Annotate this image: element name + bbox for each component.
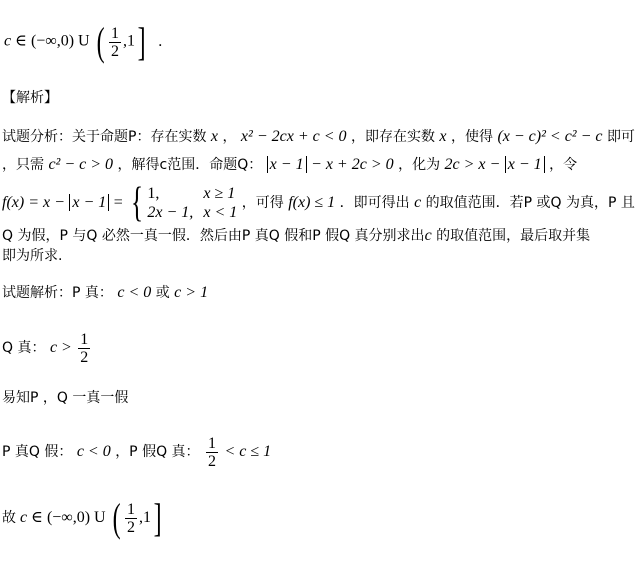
fraction-half: $\frac{1}{2}$ <box>208 434 217 470</box>
solution-text: 故 <box>2 510 16 526</box>
analysis-text: ．即可得出 <box>339 195 410 211</box>
inequality-1: x² − 2cx + c < 0 <box>240 128 347 145</box>
inequality-2: (x − c)² < c² − c <box>497 128 603 145</box>
case-1: 1, x ≥ 1 <box>147 185 236 202</box>
absolute-value: x − 1 <box>69 194 109 211</box>
analysis-text: 的取值范围，最后取并集 <box>436 228 591 244</box>
fraction-half: $\frac{1}{2}$ <box>126 500 135 536</box>
inequality-4: 2c > x − <box>444 156 501 173</box>
analysis-line-4 <box>2 226 590 246</box>
cases-brace: { <box>131 180 144 226</box>
element-of-symbol: ∈ <box>15 32 27 50</box>
solution-line-5 <box>2 495 164 541</box>
inequality-9: c < 0 <box>76 443 111 460</box>
inequality-7: c > 1 <box>174 284 209 301</box>
var-c: c <box>20 509 28 526</box>
interval-open: (−∞,0) <box>30 32 75 50</box>
equals-sign: = <box>113 194 123 211</box>
analysis-line-2 <box>2 155 577 175</box>
solution-text: P 真Q 假： <box>2 444 73 460</box>
analysis-text: ，使得 <box>450 129 493 145</box>
var-c: c <box>414 194 422 211</box>
element-of-symbol: ∈ <box>31 509 43 526</box>
answer-line-top <box>4 19 163 64</box>
solution-line-2 <box>2 328 92 368</box>
interval-tail: ,1 <box>122 32 135 50</box>
analysis-text: ，令 <box>549 157 578 173</box>
var-x: x <box>210 128 219 145</box>
right-bracket: ] <box>137 19 146 64</box>
solution-text: 试题解析：P 真： <box>2 285 113 301</box>
section-heading: 【解析】 <box>2 90 58 106</box>
inequality-5: f(x) ≤ 1 <box>288 194 336 211</box>
absolute-value: x − 1 <box>505 156 545 173</box>
analysis-line-3 <box>2 182 635 224</box>
left-paren: ( <box>112 495 121 541</box>
analysis-text: 即可 <box>606 129 635 145</box>
inequality-tail: − x + 2c > 0 <box>311 156 394 173</box>
function-f: f(x) = x − <box>2 194 65 211</box>
analysis-line-1: 试题分析：关于命题P：存在实数 x ， x² − 2cx + c < 0 ，即存在实数 x ，使得 (x − c)² < c² − c 即可 <box>2 128 635 145</box>
inequality-10: < c ≤ 1 <box>224 443 272 460</box>
inequality-8: c > <box>49 339 72 356</box>
fraction-half: $\frac{1}{2}$ <box>80 330 89 366</box>
fraction-half: $\frac{1}{2}$ <box>110 24 119 60</box>
solution-text: Q 真： <box>2 340 46 356</box>
analysis-line-5: 即为所求. <box>2 248 63 264</box>
solution-text: ，P 假Q 真： <box>115 444 200 460</box>
interval-open: (−∞,0) <box>46 509 91 526</box>
var-c: c <box>4 32 12 50</box>
analysis-text: ，解得c范围．命题Q： <box>117 157 263 173</box>
inequality-6: c < 0 <box>117 284 152 301</box>
var-x: x <box>439 128 447 145</box>
interval-tail: ,1 <box>138 509 151 526</box>
union-symbol: U <box>78 32 90 50</box>
absolute-value: x − 1 <box>267 156 307 173</box>
solution-line-1 <box>2 283 208 303</box>
analysis-text: ，化为 <box>398 157 441 173</box>
union-symbol: U <box>94 509 106 526</box>
analysis-text: ，即存在实数 <box>350 129 435 145</box>
analysis-text: 的取值范围．若P 或Q 为真，P 且 <box>425 195 635 211</box>
analysis-text: ，可得 <box>241 195 284 211</box>
case-2: 2x − 1, x < 1 <box>147 204 238 221</box>
inequality-3: c² − c > 0 <box>48 156 114 173</box>
left-paren: ( <box>96 19 105 64</box>
solution-line-3: 易知P ，Q 一真一假 <box>2 390 129 406</box>
or-word: 或 <box>155 285 170 301</box>
analysis-text: ，只需 <box>2 157 44 173</box>
piecewise-cases <box>147 184 237 222</box>
analysis-text: Q 为假，P 与Q 必然一真一假．然后由P 真Q 假和P 假Q 真分别求出 <box>2 228 425 244</box>
var-c: c <box>424 227 432 244</box>
period: . <box>158 32 163 50</box>
solution-line-4 <box>2 432 271 472</box>
right-bracket: ] <box>153 495 162 541</box>
analysis-text: 试题分析：关于命题P：存在实数 <box>2 129 207 145</box>
